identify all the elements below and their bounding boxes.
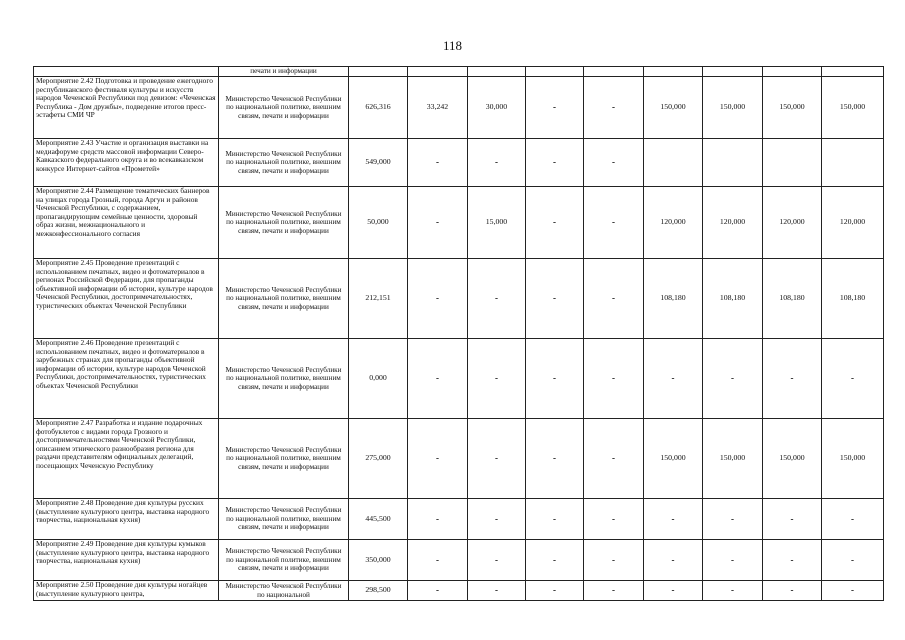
year-value-cell: 150,000	[644, 419, 703, 499]
year-value-cell: 150,000	[763, 77, 822, 139]
year-value-cell	[822, 139, 884, 187]
total-cell: 626,316	[349, 77, 408, 139]
year-value-cell: -	[822, 581, 884, 601]
year-value-cell: -	[644, 581, 703, 601]
year-value-cell: -	[526, 499, 584, 540]
year-value-cell: -	[468, 419, 526, 499]
table-row	[34, 187, 884, 259]
year-value-cell: -	[408, 339, 468, 419]
table-row	[34, 540, 884, 581]
year-value-cell: -	[584, 187, 644, 259]
year-value-cell: -	[584, 77, 644, 139]
measure-name-cell: Мероприятие 2.45 Проведение презентаций с использованием печатных, видео и фотоматериалов в регионах Российской Федерации, для пропаганды объективной информации об истории, культуре народов Чеченской Республики, достопримечательностях, туристических объектах Чеченской Республики	[34, 259, 219, 339]
year-value-cell	[644, 139, 703, 187]
year-value-cell: -	[763, 581, 822, 601]
year-value-cell: -	[468, 499, 526, 540]
responsible-org-cell: Министерство Чеченской Республики по национальной политике, внешним связям, печати и информации	[219, 187, 349, 259]
year-value-cell: 15,000	[468, 187, 526, 259]
year-value-cell: -	[822, 540, 884, 581]
responsible-org-cell: Министерство Чеченской Республики по национальной политике, внешним связям, печати и информации	[219, 339, 349, 419]
org-cell: печати и информации	[219, 67, 349, 77]
year-value-cell: -	[526, 139, 584, 187]
year-value-cell: 150,000	[703, 419, 763, 499]
year-value-cell: -	[703, 581, 763, 601]
year-value-cell: 33,242	[408, 77, 468, 139]
year-value-cell: 120,000	[763, 187, 822, 259]
year-value-cell: -	[468, 259, 526, 339]
table-row	[34, 419, 884, 499]
year-value-cell: -	[763, 499, 822, 540]
year-value-cell: -	[644, 499, 703, 540]
year-value-cell: -	[408, 187, 468, 259]
year-value-cell: -	[468, 540, 526, 581]
measure-name-cell: Мероприятие 2.42 Подготовка и проведение ежегодного республиканского фестиваля культуры и искусств народов Чеченской Республики под девизом: «Чеченская Республика - Дом дружбы», подведение итогов пресс-эстафеты СМИ ЧР	[34, 77, 219, 139]
year-value-cell: -	[584, 259, 644, 339]
year-value-cell: -	[526, 540, 584, 581]
year-value-cell: 150,000	[703, 77, 763, 139]
total-cell: 298,500	[349, 581, 408, 601]
year-value-cell: -	[703, 540, 763, 581]
year-value-cell: -	[822, 339, 884, 419]
year-value-cell: -	[408, 581, 468, 601]
year-value-cell: -	[468, 139, 526, 187]
year-value-cell: -	[526, 581, 584, 601]
measure-name-cell: Мероприятие 2.44 Размещение тематических баннеров на улицах города Грозный, города Аргун и районов Чеченской Республики, с содержанием, пропагандирующим семейные ценности, здоровый образ жизни, межнационального и межконфессионального согласия	[34, 187, 219, 259]
year-value-cell: -	[644, 339, 703, 419]
year-value-cell: 108,180	[822, 259, 884, 339]
responsible-org-cell: Министерство Чеченской Республики по национальной политике, внешним связям, печати и информации	[219, 540, 349, 581]
responsible-org-cell: Министерство Чеченской Республики по национальной	[219, 581, 349, 601]
year-value-cell: 30,000	[468, 77, 526, 139]
total-cell: 275,000	[349, 419, 408, 499]
year-value-cell: -	[584, 139, 644, 187]
measure-name-cell: Мероприятие 2.50 Проведение дня культуры ногайцев (выступление культурного центра,	[34, 581, 219, 601]
responsible-org-cell: Министерство Чеченской Республики по национальной политике, внешним связям, печати и информации	[219, 139, 349, 187]
year-value-cell: -	[584, 540, 644, 581]
table-row	[34, 581, 884, 601]
year-value-cell	[763, 139, 822, 187]
year-value-cell: -	[763, 540, 822, 581]
year-value-cell	[703, 139, 763, 187]
year-value-cell: 108,180	[703, 259, 763, 339]
page-number: 118	[442, 38, 463, 53]
year-value-cell: 108,180	[763, 259, 822, 339]
table-row	[34, 259, 884, 339]
year-value-cell: 108,180	[644, 259, 703, 339]
table-row	[34, 139, 884, 187]
year-value-cell: 120,000	[703, 187, 763, 259]
measure-name-cell: Мероприятие 2.46 Проведение презентаций с использованием печатных, видео и фотоматериалов в зарубежных странах для пропаганды объективной информации об истории, культуре народов Чеченской Республики, достопримечательностях, туристических объектах Чеченской Республики	[34, 339, 219, 419]
year-value-cell: -	[526, 339, 584, 419]
total-cell: 445,500	[349, 499, 408, 540]
total-cell: 0,000	[349, 339, 408, 419]
table-row	[34, 339, 884, 419]
measure-name-cell: Мероприятие 2.49 Проведение дня культуры кумыков (выступление культурного центра, выставка народного творчества, национальная кухня)	[34, 540, 219, 581]
total-cell: 549,000	[349, 139, 408, 187]
measure-name-cell: Мероприятие 2.47 Разработка и издание подарочных фотобуклетов с видами города Грозного и достопримечательностями Чеченской Республики, описанием этнического разнообразия региона для раздачи представителям официальных делегаций, посещающих Чеченскую Республику	[34, 419, 219, 499]
year-value-cell: -	[408, 540, 468, 581]
responsible-org-cell: Министерство Чеченской Республики по национальной политике, внешним связям, печати и информации	[219, 259, 349, 339]
total-cell: 212,151	[349, 259, 408, 339]
year-value-cell: -	[468, 339, 526, 419]
responsible-org-cell: Министерство Чеченской Республики по национальной политике, внешним связям, печати и информации	[219, 419, 349, 499]
table-row-fragment	[34, 67, 884, 77]
year-value-cell: -	[526, 419, 584, 499]
year-value-cell: 120,000	[822, 187, 884, 259]
total-cell: 50,000	[349, 187, 408, 259]
year-value-cell: -	[468, 581, 526, 601]
responsible-org-cell: Министерство Чеченской Республики по национальной политике, внешним связям, печати и информации	[219, 499, 349, 540]
total-cell: 350,000	[349, 540, 408, 581]
year-value-cell: -	[526, 259, 584, 339]
year-value-cell: -	[703, 339, 763, 419]
year-value-cell: -	[408, 259, 468, 339]
year-value-cell: -	[763, 339, 822, 419]
year-value-cell: 150,000	[822, 77, 884, 139]
year-value-cell: 150,000	[822, 419, 884, 499]
year-value-cell: 150,000	[644, 77, 703, 139]
year-value-cell: -	[822, 499, 884, 540]
year-value-cell: -	[526, 77, 584, 139]
table-row	[34, 77, 884, 139]
year-value-cell: -	[408, 499, 468, 540]
measure-name-cell: Мероприятие 2.48 Проведение дня культуры русских (выступление культурного центра, выставка народного творчества, национальная кухня)	[34, 499, 219, 540]
year-value-cell: -	[584, 499, 644, 540]
year-value-cell: -	[644, 540, 703, 581]
name-cell	[34, 67, 219, 77]
year-value-cell: -	[408, 139, 468, 187]
measures-table	[33, 66, 884, 601]
year-value-cell: 120,000	[644, 187, 703, 259]
year-value-cell: -	[584, 339, 644, 419]
year-value-cell: -	[526, 187, 584, 259]
table-row	[34, 499, 884, 540]
responsible-org-cell: Министерство Чеченской Республики по национальной политике, внешним связям, печати и информации	[219, 77, 349, 139]
measure-name-cell: Мероприятие 2.43 Участие и организация выставки на медиафоруме средств массовой информации Северо-Кавказского федерального округа и во всекавказском конкурсе Интернет-сайтов «Прометей»	[34, 139, 219, 187]
year-value-cell: -	[584, 419, 644, 499]
year-value-cell: -	[703, 499, 763, 540]
year-value-cell: -	[408, 419, 468, 499]
year-value-cell: 150,000	[763, 419, 822, 499]
year-value-cell: -	[584, 581, 644, 601]
